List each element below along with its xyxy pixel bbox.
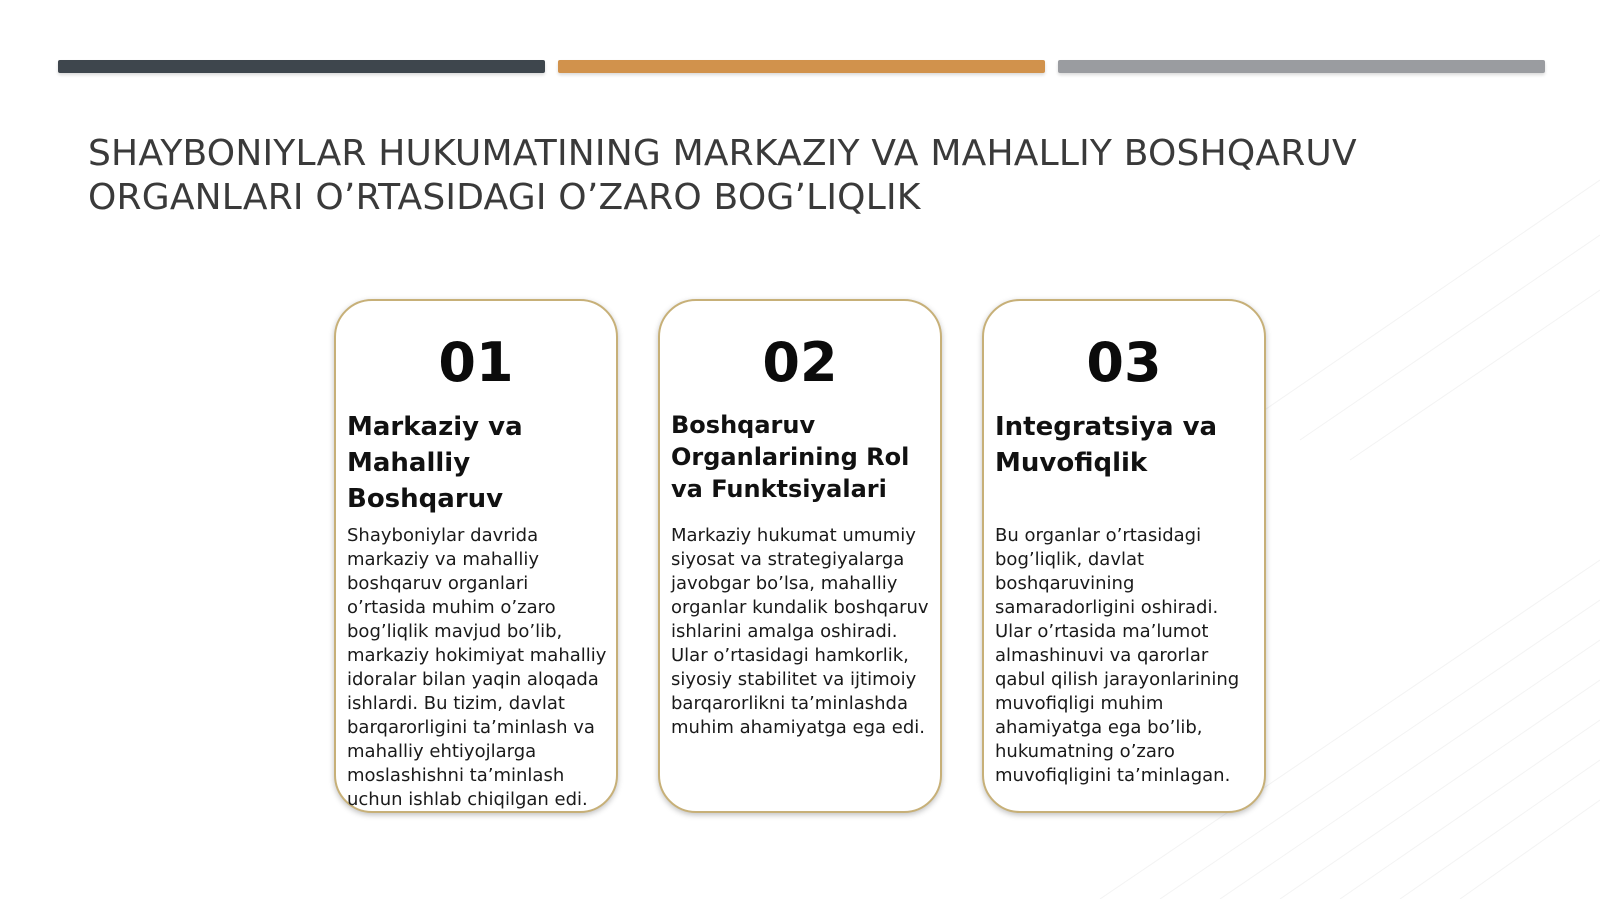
card-body-text: Bu organlar o’rtasidagi bog’liqlik, davlat boshqaruvining samaradorligini oshiradi. Ular o’rtasida ma’lumot almashinuvi va qarorlar qabul qilish jarayonlarining muvofiqligi muhim ahamiyatga ega bo’lib, hukumatning o’zaro muvofiqligini ta’minlagan. [995,525,1240,786]
decorative-bar-dark [58,60,545,73]
decorative-bar-orange [558,60,1045,73]
card-body-text: Markaziy hukumat umumiy siyosat va strategiyalarga javobgar bo’lsa, mahalliy organlar kundalik boshqaruv ishlarini amalga oshiradi. Ular o’rtasidagi hamkorlik, siyosiy stabilitet va ijtimoiy barqarorlikni ta’minlashda muhim ahamiyatga ega edi. [671,525,929,738]
slide-title: SHAYBONIYLAR HUKUMATINING MARKAZIY VA MAHALLIY BOSHQARUV ORGANLARI O’RTASIDAGI O’ZARO BOG’LIQLIK [88,133,1357,218]
info-card-01 [334,299,618,813]
card-heading: Integratsiya va Muvofiqlik [995,412,1218,478]
card-number: 02 [762,331,838,394]
card-number: 03 [1086,331,1162,394]
card-number: 01 [438,331,514,394]
decorative-bar-gray [1058,60,1545,73]
card-body-text: Shayboniylar davrida markaziy va mahalliy boshqaruv organlari o’rtasida muhim o’zaro bog’liqlik mavjud bo’lib, markaziy hokimiyat mahalliy idoralar bilan yaqin aloqada ishlardi. Bu tizim, davlat barqarorligini ta’minlash va mahalliy ehtiyojlarga moslashishni ta’minlash uchun ishlab chiqilgan edi. [347,525,607,810]
info-card-02 [658,299,942,813]
card-heading: Boshqaruv Organlarining Rol va Funktsiyalari [671,411,910,503]
card-heading: Markaziy va Mahalliy Boshqaruv [347,412,523,514]
info-card-03 [982,299,1266,813]
